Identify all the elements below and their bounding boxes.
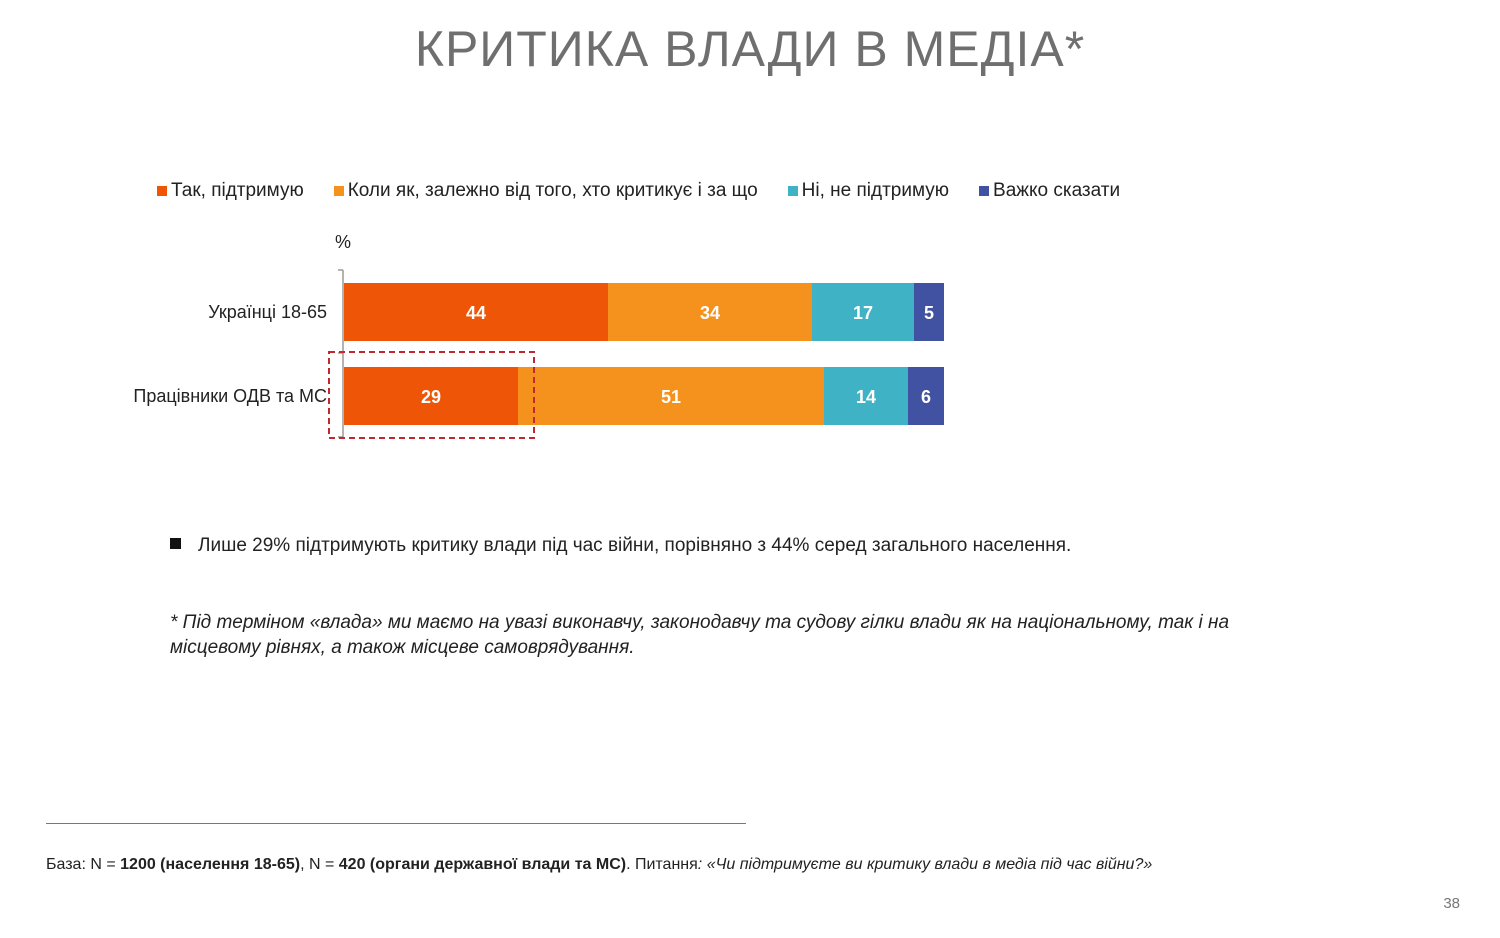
page-number: 38 bbox=[1443, 895, 1460, 912]
page-title: КРИТИКА ВЛАДИ В МЕДІА* bbox=[414, 21, 1086, 77]
data-label: 51 bbox=[660, 387, 682, 407]
data-label: 34 bbox=[699, 303, 721, 323]
base-question: : «Чи підтримуєте ви критику влади в медіа під час війни?» bbox=[697, 856, 1153, 873]
base-sep: , N = bbox=[300, 856, 339, 873]
bullet-square-icon bbox=[170, 538, 181, 549]
base-n2: 420 (органи державної влади та МС) bbox=[338, 856, 627, 873]
unit-label: % bbox=[334, 232, 352, 252]
base-n1: 1200 (населення 18-65) bbox=[120, 856, 301, 873]
legend-label: Коли як, залежно від того, хто критикує і за що bbox=[347, 180, 758, 201]
legend-label: Ні, не підтримую bbox=[801, 180, 950, 201]
base-note bbox=[46, 856, 1346, 873]
data-label: 6 bbox=[920, 387, 932, 407]
data-label: 5 bbox=[923, 303, 935, 323]
bullet-point bbox=[170, 535, 1071, 557]
data-label: 14 bbox=[855, 387, 877, 407]
data-label: 17 bbox=[852, 303, 874, 323]
category-label: Працівники ОДВ та МС bbox=[133, 386, 327, 406]
data-label: 29 bbox=[420, 387, 442, 407]
legend-label: Так, підтримую bbox=[171, 180, 304, 201]
base-question-label: . Питання bbox=[626, 856, 698, 873]
category-label: Українці 18-65 bbox=[208, 302, 327, 322]
legend-label: Важко сказати bbox=[993, 180, 1121, 201]
data-label: 44 bbox=[465, 303, 487, 323]
footnote: * Під терміном «влада» ми маємо на увазі виконавчу, законодавчу та судову гілки влади як на національному, так і на місцевому рівнях, а також місцеве самоврядування. bbox=[170, 612, 1230, 658]
bullet-text: Лише 29% підтримують критику влади під час війни, порівняно з 44% серед загального населення. bbox=[198, 535, 1072, 556]
base-prefix: База: N = bbox=[46, 856, 121, 873]
footer-divider bbox=[46, 823, 746, 824]
